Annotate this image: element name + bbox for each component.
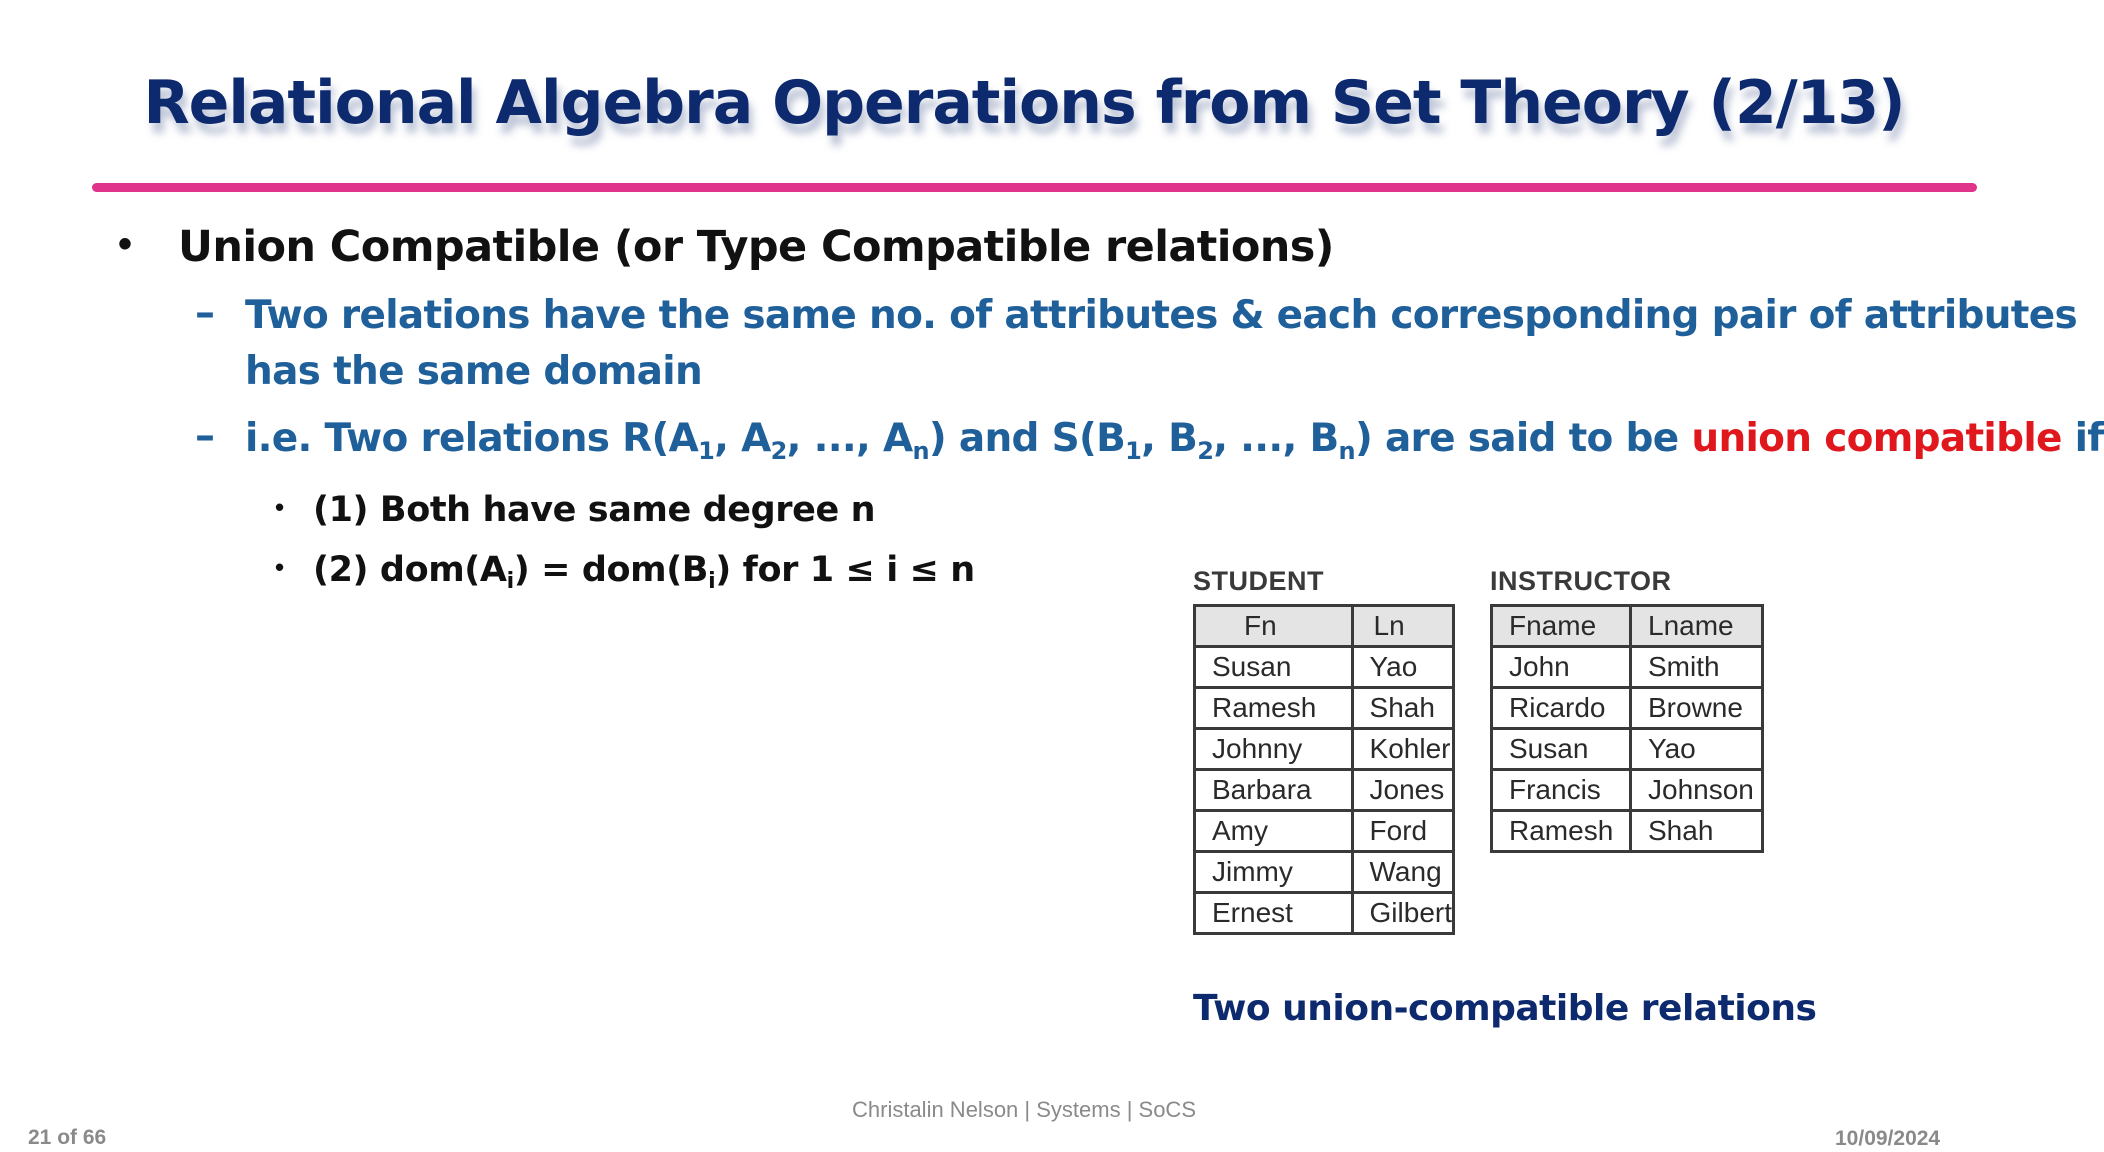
footer-page-number: 21 of 66 [28, 1126, 107, 1149]
footer-date: 10/09/2024 [1835, 1127, 1941, 1150]
bullet-dot: • [275, 552, 285, 582]
table-row [1195, 688, 1454, 729]
table-row [1195, 729, 1454, 770]
condition-domain: (2) $dom(A_i) = dom(B_i)$ for 1 ≤ i ≤ n [313, 550, 975, 594]
table-cell: Ricardo [1492, 688, 1631, 729]
dash-marker: – [195, 413, 215, 459]
table-cell: Browne [1631, 688, 1763, 729]
table-row [1492, 729, 1763, 770]
column-header: Ln [1352, 606, 1453, 647]
table-cell: Gilbert [1352, 893, 1453, 934]
table-cell: John [1492, 647, 1631, 688]
table-cell: Ernest [1195, 893, 1353, 934]
sub-bullet-definition-line1: Two relations have the same no. of attributes & each corresponding pair of attributes [245, 293, 2078, 338]
column-header: Lname [1631, 606, 1763, 647]
table-cell: Shah [1631, 811, 1763, 852]
instructor-table [1490, 604, 1764, 853]
condition-degree: (1) Both have same degree n [313, 490, 876, 530]
bullet-union-compatible: Union Compatible (or Type Compatible relations) [178, 222, 1334, 272]
table-cell: Smith [1631, 647, 1763, 688]
table-cell: Jimmy [1195, 852, 1353, 893]
table-cell: Francis [1492, 770, 1631, 811]
union-compatible-highlight: union compatible [1691, 416, 2062, 461]
table-row [1492, 688, 1763, 729]
bullet-dot: • [118, 222, 133, 266]
column-header: Fn [1195, 606, 1353, 647]
bullet-dot: • [275, 492, 285, 522]
table-row [1195, 893, 1454, 934]
table-cell: Kohler [1352, 729, 1453, 770]
student-table-title: STUDENT [1193, 566, 1324, 596]
dash-marker: – [195, 290, 215, 336]
table-cell: Johnson [1631, 770, 1763, 811]
footer-author: Christalin Nelson | Systems | SoCS [852, 1097, 1196, 1122]
title-divider [92, 183, 1977, 192]
table-cell: Ramesh [1492, 811, 1631, 852]
sub-bullet-union-compatible-rule: i.e. Two relations $R(A_1$, $A_2$, ..., $A_n$) and $S(B_1$, $B_2$, ..., $B_n$) are said to be union compatible if [245, 416, 2104, 465]
table-cell: Barbara [1195, 770, 1353, 811]
table-cell: Susan [1492, 729, 1631, 770]
sub-bullet-definition-line2: has the same domain [245, 349, 703, 394]
table-cell: Susan [1195, 647, 1353, 688]
instructor-table-title: INSTRUCTOR [1490, 566, 1672, 596]
column-header: Fname [1492, 606, 1631, 647]
table-row [1195, 770, 1454, 811]
table-row [1492, 770, 1763, 811]
table-cell: Yao [1631, 729, 1763, 770]
figure-caption: Two union-compatible relations [1193, 988, 1817, 1029]
table-row [1492, 647, 1763, 688]
table-cell: Johnny [1195, 729, 1353, 770]
table-row [1195, 852, 1454, 893]
table-cell: Ford [1352, 811, 1453, 852]
table-cell: Amy [1195, 811, 1353, 852]
table-row [1195, 811, 1454, 852]
table-cell: Yao [1352, 647, 1453, 688]
table-cell: Ramesh [1195, 688, 1353, 729]
slide-title: Relational Algebra Operations from Set Theory (2/13) [143, 68, 1905, 138]
table-row [1195, 647, 1454, 688]
table-row [1492, 811, 1763, 852]
table-cell: Wang [1352, 852, 1453, 893]
table-cell: Jones [1352, 770, 1453, 811]
table-header-row [1492, 606, 1763, 647]
table-cell: Shah [1352, 688, 1453, 729]
table-header-row [1195, 606, 1454, 647]
student-table [1193, 604, 1455, 935]
